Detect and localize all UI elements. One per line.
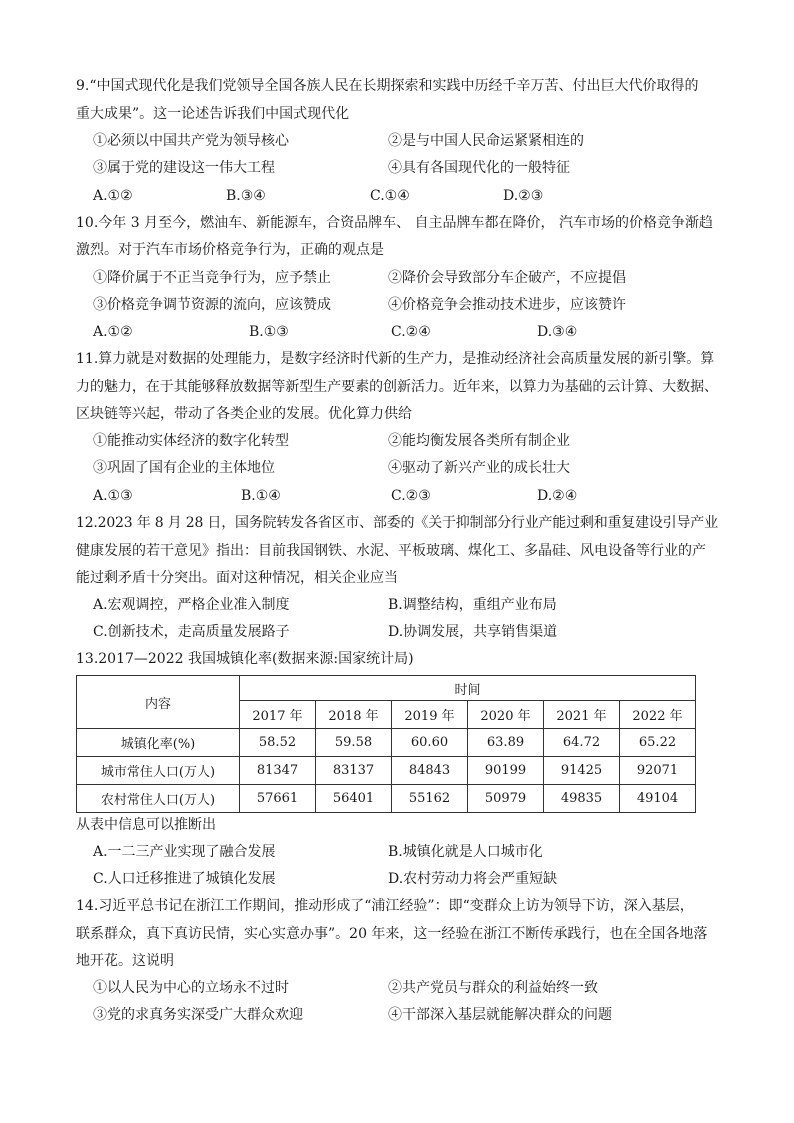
year-cell: 2017 年 [240,701,316,729]
q14-stem-line-3: 地开花。这说明 [76,953,174,969]
q13-option-b: B.城镇化就是人口城市化 [388,844,543,860]
q14-statement-4: ④干部深入基层就能解决群众的问题 [388,1007,612,1023]
q10-stem-line-2: 激烈。对于汽车市场价格竞争行为，正确的观点是 [76,242,384,258]
q10-stem-part-b: 、 [242,215,257,231]
q13-option-d: D.农村劳动力将会严重短缺 [388,871,558,887]
q10-statement-3: ③价格竞争调节资源的流向，应该赞成 [93,297,331,313]
year-cell: 2019 年 [392,701,468,729]
q10-option-b: B.①③ [249,324,289,340]
q11-statement-3: ③巩固了国有企业的主体地位 [93,460,275,476]
q12-stem-line-1: 12.2023 年 8 月 28 日，国务院转发各省区市、部委的《关于抑制部分行业产能过剩和重复建设引导产业 [76,515,718,531]
q12-option-c: C.创新技术，走高质量发展路子 [93,624,290,640]
year-cell: 2021 年 [544,701,620,729]
table-cell: 49835 [544,785,620,813]
q12-stem-line-2: 健康发展的若干意见》指出：目前我国钢铁、水泥、平板玻璃、煤化工、多晶硅、风电设备等行业的产 [76,543,706,559]
q11-stem-line-3: 区块链等兴起，带动了各类企业的发展。优化算力供给 [76,406,412,422]
table-header-time: 时间 [240,676,696,701]
table-cell: 58.52 [240,729,316,757]
table-cell: 64.72 [544,729,620,757]
q13-option-c: C.人口迁移推进了城镇化发展 [93,871,276,887]
q12-option-a: A.宏观调控，严格企业准入制度 [93,597,290,613]
q10-option-a: A.①② [93,324,133,340]
q14-stem-line-2: 联系群众，真下真访民情，实心实意办事”。20 年来，这一经验在浙江不断传承践行，也在全国各地落 [76,926,708,942]
q14-statement-3: ③党的求真务实深受广大群众欢迎 [93,1007,303,1023]
year-cell: 2018 年 [316,701,392,729]
q12-stem-line-3: 能过剩矛盾十分突出。面对这种情况，相关企业应当 [76,570,398,586]
table-header-content: 内容 [77,676,240,729]
row-label: 农村常住人口(万人) [77,785,240,813]
q14-stem-line-1: 14.习近平总书记在浙江工作期间，推动形成了“浦江经验”：即“变群众上访为领导下访，深入基层， [76,898,694,914]
q9-stem-line-1: 9.“中国式现代化是我们党领导全国各族人民在长期探索和实践中历经千辛万苦、付出巨大代价取得的 [76,78,699,94]
q9-statement-1: ①必须以中国共产党为领导核心 [93,133,289,149]
q13-after-table: 从表中信息可以推断出 [76,817,216,833]
q12-option-d: D.协调发展，共享销售渠道 [388,624,558,640]
table-cell: 60.60 [392,729,468,757]
row-label: 城镇化率(%) [77,729,240,757]
q9-option-b: B.③④ [226,188,266,204]
table-row [77,757,696,785]
q9-statement-2: ②是与中国人民命运紧紧相连的 [388,133,584,149]
q10-stem-part-a: 10.今年 3 月至今，燃油车 [76,215,243,231]
q11-statement-4: ④驱动了新兴产业的成长壮大 [388,460,570,476]
table-cell: 49104 [620,785,696,813]
q10-option-d: D.③④ [537,324,578,340]
q13-stem: 13.2017—2022 我国城镇化率(数据来源:国家统计局) [76,651,414,667]
q11-option-b: B.①④ [241,488,281,504]
table-cell: 57661 [240,785,316,813]
q10-statement-1: ①降价属于不正当竞争行为，应予禁止 [93,270,331,286]
table-cell: 63.89 [468,729,544,757]
q10-statement-4: ④价格竞争会推动技术进步，应该赞许 [388,297,626,313]
q11-statement-1: ①能推动实体经济的数字化转型 [93,433,289,449]
row-label: 城市常住人口(万人) [77,757,240,785]
q11-stem-line-1: 11.算力就是对数据的处理能力，是数字经济时代新的生产力，是推动经济社会高质量发展的新引擎。算 [76,351,715,367]
q10-statement-2: ②降价会导致部分车企破产，不应提倡 [388,270,626,286]
table-cell: 84843 [392,757,468,785]
q9-option-d: D.②③ [503,188,544,204]
table-cell: 83137 [316,757,392,785]
q9-statement-4: ④具有各国现代化的一般特征 [388,160,570,176]
q11-option-c: C.②③ [391,488,431,504]
q9-stem-line-2: 重大成果”。这一论述告诉我们中国式现代化 [76,106,350,122]
q13-option-a: A.一二三产业实现了融合发展 [93,844,276,860]
q11-option-d: D.②④ [537,488,578,504]
q9-statement-3: ③属于党的建设这一伟大工程 [93,160,275,176]
table-cell: 91425 [544,757,620,785]
q14-statement-1: ①以人民为中心的立场永不过时 [93,980,289,996]
urbanization-table [76,675,696,813]
q10-stem-part-c: 新能源车，合资品牌车、 自主品牌车都在降价， 汽车市场的价格竞争渐趋 [256,215,713,231]
table-header-row [77,676,696,701]
table-cell: 81347 [240,757,316,785]
table-cell: 56401 [316,785,392,813]
q11-statement-2: ②能均衡发展各类所有制企业 [388,433,570,449]
q10-stem-line-1 [76,213,713,239]
table-cell: 90199 [468,757,544,785]
year-cell: 2022 年 [620,701,696,729]
q9-option-a: A.①② [93,188,133,204]
table-cell: 50979 [468,785,544,813]
q14-statement-2: ②共产党员与群众的利益始终一致 [388,980,598,996]
table-cell: 65.22 [620,729,696,757]
q11-stem-line-2: 力的魅力，在于其能够释放数据等新型生产要素的创新活力。近年来，以算力为基础的云计算、大数据、 [76,379,718,395]
table-row [77,729,696,757]
table-cell: 92071 [620,757,696,785]
q9-option-c: C.①④ [370,188,410,204]
table-cell: 59.58 [316,729,392,757]
table-row [77,785,696,813]
year-cell: 2020 年 [468,701,544,729]
table-cell: 55162 [392,785,468,813]
q11-option-a: A.①③ [93,488,133,504]
q10-option-c: C.②④ [391,324,431,340]
q12-option-b: B.调整结构，重组产业布局 [388,597,557,613]
